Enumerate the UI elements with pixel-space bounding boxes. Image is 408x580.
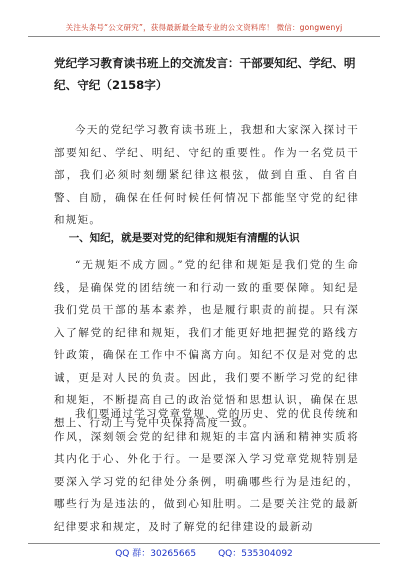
footer [0, 546, 408, 559]
document-title: 党纪学习教育读书班上的交流发言：干部要知纪、学纪、明纪、守纪（2158字） [54, 56, 356, 92]
footer-qq: QQ：535304092 [218, 549, 293, 559]
paragraph-section-1-continued: 我们要通过学习党章党规、党的历史、党的优良传统和作风，深刻领会党的纪律和规矩的丰富内涵和精神实质将其内化于心、外化于行。一是要深入学习党章党规特别是要深入学习党的纪律处分条例，明确哪些行为是违纪的，哪些行为是违法的，做到心知肚明。二是要关注党的最新纪律要求和规定，及时了解党的纪律建设的最新动 [54, 408, 359, 533]
paragraph-intro: 今天的党纪学习教育读书班上，我想和大家深入探讨干部要知纪、学纪、明纪、守纪的重要性。作为一名党员干部，我们必须时刻绷紧纪律这根弦，做到自重、自省自警、自励，确保在任何时候任何情况下都能坚守党的纪律和规矩。 [54, 124, 359, 226]
footer-qq-group: QQ 群：30265665 [115, 549, 197, 559]
paragraph-section-1: “无规矩不成方圆。”党的纪律和规矩是我们党的生命线，是确保党的团结统一和行动一致的重要保障。知纪是我们党员干部的基本素养，也是履行职责的前提。只有深入了解党的纪律和规矩，我们才能更好地把握党的路线方针政策，确保在工作中不偏离方向。知纪不仅是对党的忠诚，更是对人民的负责。因此，我们要不断学习党的纪律和规矩，不断提高自己的政治觉悟和思想认识，确保在思想上、行动上与党中央保持高度一致。 [54, 259, 359, 429]
header-banner: 关注头条号“公文研究”，获得最新最全最专业的公文资料库！ 微信：gongwenyj [65, 23, 343, 32]
footer-divider [28, 543, 380, 544]
header-divider [28, 36, 380, 37]
section-heading-1: 一、知纪，就是要对党的纪律和规矩有清醒的认识 [68, 232, 300, 244]
